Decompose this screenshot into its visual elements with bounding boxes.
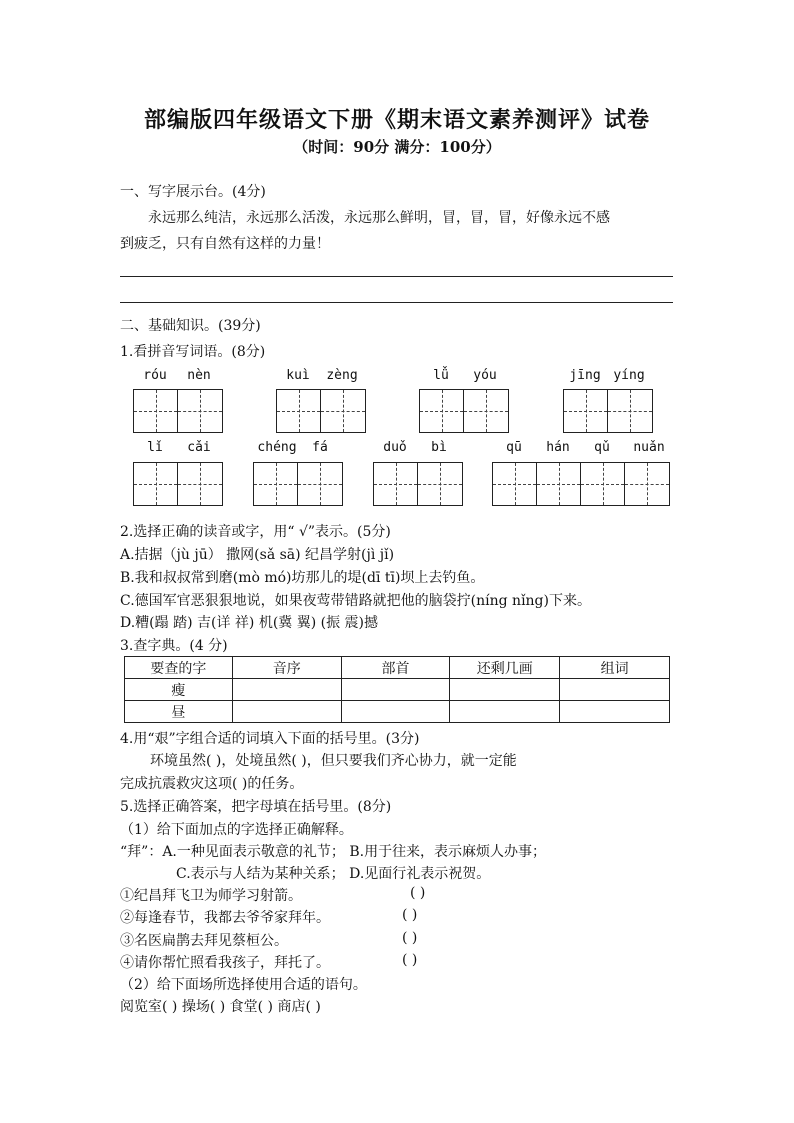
- section2-heading: 二、基础知识。(39分): [120, 318, 261, 334]
- q5-item-blank[interactable]: ( ): [402, 930, 418, 946]
- dictionary-table: [124, 656, 670, 723]
- q5-item-text: ①纪昌拜飞卫为师学习射箭。: [120, 888, 302, 904]
- q5-item-text: ③名医扁鹊去拜见蔡桓公。: [120, 933, 288, 949]
- pinyin-label: zèng: [326, 368, 358, 383]
- q4-text-line2: 完成抗震救灾这项( )的任务。: [120, 776, 304, 792]
- pinyin-label: qǔ: [594, 440, 610, 455]
- q5-heading: 5.选择正确答案，把字母填在括号里。(8分): [120, 799, 392, 815]
- pinyin-label: lǚ: [433, 368, 449, 383]
- pinyin-label: jīng: [569, 368, 601, 383]
- table-cell-blank[interactable]: [232, 701, 341, 723]
- q2-option-a: A.拮据（jù jū） 撒网(sǎ sā) 纪昌学射(jì jǐ): [120, 547, 395, 563]
- writing-grid-8[interactable]: [492, 462, 670, 506]
- table-cell-blank[interactable]: [341, 701, 450, 723]
- writing-grid-6[interactable]: [253, 462, 343, 506]
- table-cell-blank[interactable]: [232, 679, 341, 701]
- writing-grid-4[interactable]: [563, 389, 653, 433]
- section1-text-line1: 永远那么纯洁，永远那么活泼，永远那么鲜明，冒，冒，冒，好像永远不感: [148, 210, 610, 226]
- q5-places: 阅览室( ) 操场( ) 食堂( ) 商店( ): [120, 999, 321, 1015]
- q2-option-d: D.糟(蹋 踏) 吉(详 祥) 机(冀 翼) (振 震)撼: [120, 615, 379, 631]
- table-row: [125, 701, 670, 723]
- q2-heading: 2.选择正确的读音或字，用“ √”表示。(5分): [120, 524, 391, 540]
- pinyin-label: duǒ: [383, 440, 407, 455]
- q2-option-c: C.德国军官恶狠狠地说，如果夜莺带错路就把他的脑袋拧(níng nǐng)下来。: [120, 593, 591, 609]
- table-cell-blank[interactable]: [450, 679, 560, 701]
- pinyin-label: fá: [312, 440, 328, 455]
- table-header: 要查的字: [125, 657, 233, 679]
- q1-heading: 1.看拼音写词语。(8分): [120, 344, 266, 360]
- pinyin-label: chéng: [257, 440, 297, 455]
- q5-sub2: （2）给下面场所选择使用合适的语句。: [120, 977, 367, 993]
- pinyin-label: yóu: [473, 368, 497, 383]
- table-cell-char: 昼: [125, 701, 233, 723]
- q5-item-text: ④请你帮忙照看我孩子，拜托了。: [120, 955, 330, 971]
- writing-line-1[interactable]: [120, 276, 673, 277]
- table-header: 还剩几画: [450, 657, 560, 679]
- table-cell-char: 瘦: [125, 679, 233, 701]
- table-header: 音序: [232, 657, 341, 679]
- table-header: 部首: [341, 657, 450, 679]
- pinyin-label: nuǎn: [633, 440, 665, 455]
- writing-grid-5[interactable]: [133, 462, 223, 506]
- pinyin-label: lǐ: [147, 440, 163, 455]
- page-title: 部编版四年级语文下册《期末语文素养测评》试卷: [143, 107, 650, 133]
- writing-grid-3[interactable]: [419, 389, 509, 433]
- pinyin-label: nèn: [187, 368, 211, 383]
- q5-sub1: （1）给下面加点的字选择正确解释。: [120, 822, 353, 838]
- q4-heading: 4.用“艰”字组合适的词填入下面的括号里。(3分): [120, 731, 420, 747]
- pinyin-label: qū: [506, 440, 522, 455]
- table-cell-blank[interactable]: [560, 701, 670, 723]
- q5-item-text: ②每逢春节，我都去爷爷家拜年。: [120, 910, 330, 926]
- table-cell-blank[interactable]: [560, 679, 670, 701]
- pinyin-label: róu: [143, 368, 167, 383]
- q5-item-blank[interactable]: ( ): [410, 885, 426, 901]
- table-row: [125, 679, 670, 701]
- pinyin-label: yíng: [613, 368, 645, 383]
- writing-grid-2[interactable]: [276, 389, 366, 433]
- q3-heading: 3.查字典。(4 分): [120, 638, 228, 654]
- q5-item-blank[interactable]: ( ): [402, 952, 418, 968]
- q2-option-b: B.我和叔叔常到磨(mò mó)坊那儿的堤(dī tī)坝上去钓鱼。: [120, 570, 485, 586]
- table-header: 组词: [560, 657, 670, 679]
- section1-heading: 一、写字展示台。(4分): [120, 184, 266, 200]
- writing-line-2[interactable]: [120, 302, 673, 303]
- pinyin-label: bì: [431, 440, 447, 455]
- writing-grid-1[interactable]: [133, 389, 223, 433]
- pinyin-label: cǎi: [187, 440, 211, 455]
- exam-subtitle: （时间：90分 满分：100分）: [293, 138, 501, 156]
- q4-text-line1: 环境虽然( )，处境虽然( )，但只要我们齐心协力，就一定能: [150, 753, 517, 769]
- q5-item-blank[interactable]: ( ): [402, 907, 418, 923]
- pinyin-label: kuì: [286, 368, 310, 383]
- pinyin-label: hán: [546, 440, 570, 455]
- q5-definition-line2: C.表示与人结为某种关系； D.见面行礼表示祝贺。: [176, 866, 491, 882]
- section1-text-line2: 到疲乏，只有自然有这样的力量！: [120, 236, 330, 252]
- table-cell-blank[interactable]: [341, 679, 450, 701]
- writing-grid-7[interactable]: [373, 462, 463, 506]
- q5-definition-line1: “拜”：A.一种见面表示敬意的礼节； B.用于往来，表示麻烦人办事；: [120, 844, 547, 860]
- table-cell-blank[interactable]: [450, 701, 560, 723]
